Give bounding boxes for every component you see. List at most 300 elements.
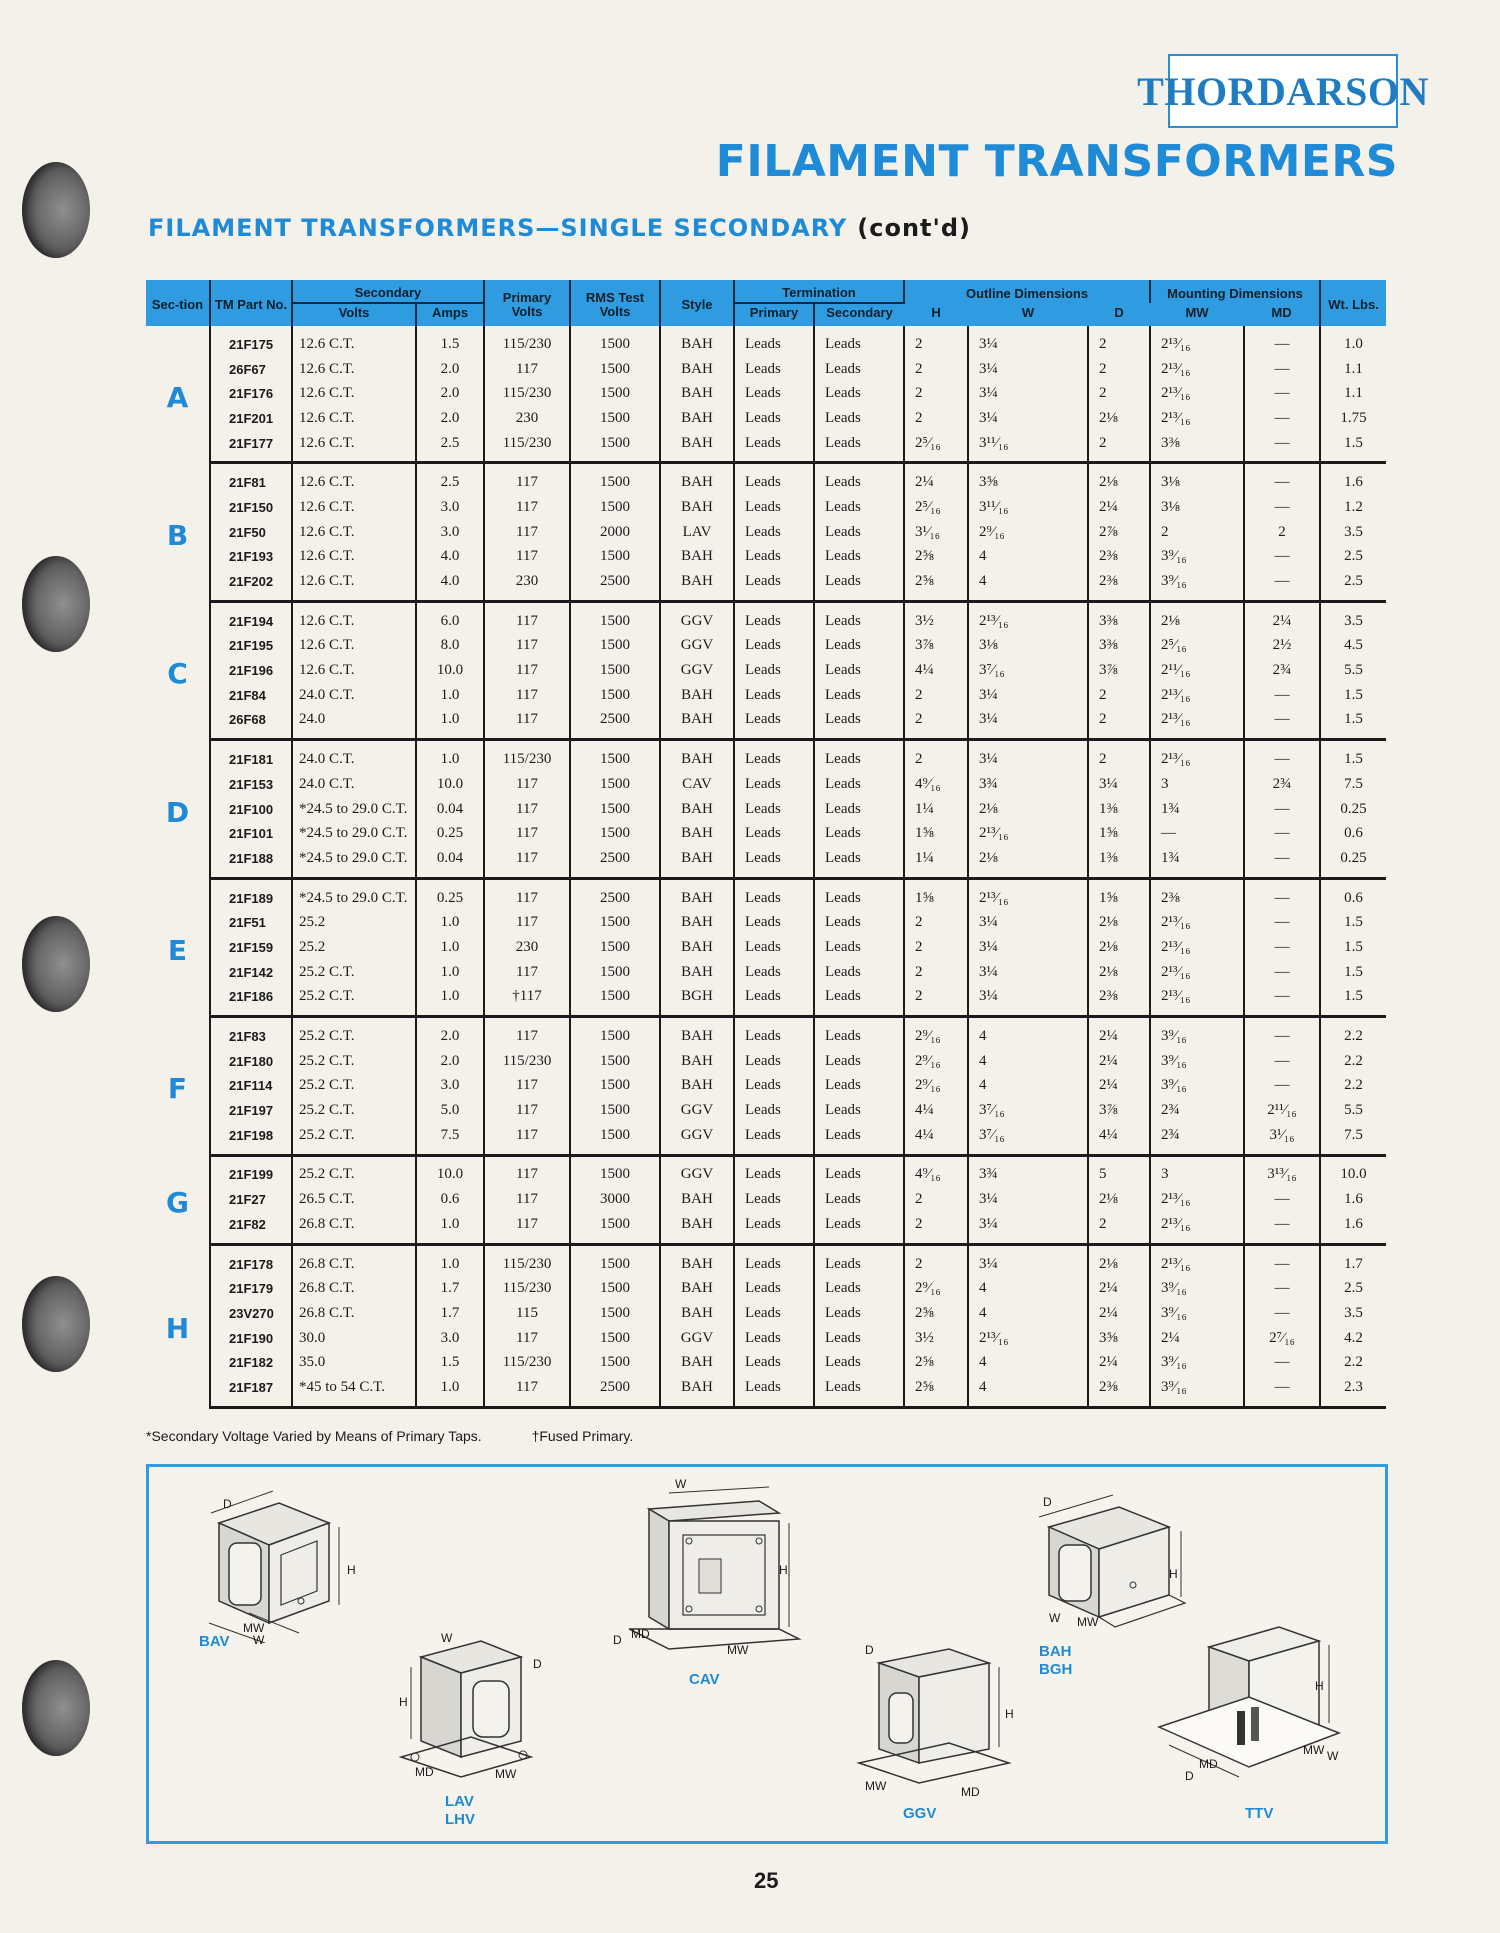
cell-sec-amps: 0.25 xyxy=(416,878,484,910)
cell-term-primary: Leads xyxy=(734,1123,814,1155)
cell-sec-volts: 12.6 C.T. xyxy=(292,545,416,570)
cell-dim-d: 2¼ xyxy=(1088,1017,1150,1049)
lav-dim-mw: MW xyxy=(495,1767,517,1781)
table-row xyxy=(146,495,1386,520)
cell-dim-w: 3¼ xyxy=(968,935,1088,960)
table-row xyxy=(146,1074,1386,1099)
header-weight: Wt. Lbs. xyxy=(1320,280,1386,326)
cell-part-no: 21F176 xyxy=(210,381,292,406)
cell-weight: 1.5 xyxy=(1320,740,1386,772)
diagram-box xyxy=(146,1464,1388,1844)
cell-part-no: 21F50 xyxy=(210,520,292,545)
cell-rms-test-volts: 1500 xyxy=(570,431,660,463)
cell-sec-volts: 35.0 xyxy=(292,1350,416,1375)
cell-sec-volts: 12.6 C.T. xyxy=(292,431,416,463)
cell-term-primary: Leads xyxy=(734,1326,814,1351)
cell-term-primary: Leads xyxy=(734,463,814,495)
cell-term-primary: Leads xyxy=(734,1098,814,1123)
cell-weight: 1.5 xyxy=(1320,683,1386,708)
header-w: W xyxy=(968,303,1088,326)
cell-primary-volts: 117 xyxy=(484,878,570,910)
binder-hole xyxy=(22,1276,90,1372)
cell-style: BAH xyxy=(660,1074,734,1099)
cell-rms-test-volts: 1500 xyxy=(570,1212,660,1244)
cell-sec-volts: 12.6 C.T. xyxy=(292,357,416,382)
cell-dim-h: 3¹⁄₁₆ xyxy=(904,520,968,545)
cell-sec-volts: 26.8 C.T. xyxy=(292,1244,416,1276)
cell-dim-h: 1¼ xyxy=(904,846,968,878)
cell-term-primary: Leads xyxy=(734,495,814,520)
cell-dim-w: 4 xyxy=(968,1375,1088,1407)
cell-dim-w: 3¾ xyxy=(968,772,1088,797)
cell-term-secondary: Leads xyxy=(814,708,904,740)
cell-term-primary: Leads xyxy=(734,708,814,740)
cell-sec-amps: 10.0 xyxy=(416,772,484,797)
cell-mount-md: 2¼ xyxy=(1244,601,1320,633)
cell-term-primary: Leads xyxy=(734,1017,814,1049)
cell-rms-test-volts: 2500 xyxy=(570,846,660,878)
cell-rms-test-volts: 2500 xyxy=(570,569,660,601)
bah-dim-d: D xyxy=(1043,1495,1052,1509)
cell-dim-h: 2⁵⁄₁₆ xyxy=(904,431,968,463)
cell-dim-d: 2⅜ xyxy=(1088,985,1150,1017)
cell-weight: 3.5 xyxy=(1320,520,1386,545)
cell-sec-volts: 26.8 C.T. xyxy=(292,1301,416,1326)
cell-term-secondary: Leads xyxy=(814,1326,904,1351)
cell-rms-test-volts: 1500 xyxy=(570,634,660,659)
cell-rms-test-volts: 1500 xyxy=(570,910,660,935)
cell-term-secondary: Leads xyxy=(814,520,904,545)
cell-mount-mw: 2¾ xyxy=(1150,1123,1244,1155)
cell-weight: 10.0 xyxy=(1320,1155,1386,1187)
cell-term-secondary: Leads xyxy=(814,910,904,935)
cell-dim-d: 2¼ xyxy=(1088,1301,1150,1326)
cell-sec-volts: *45 to 54 C.T. xyxy=(292,1375,416,1407)
cell-part-no: 23V270 xyxy=(210,1301,292,1326)
cell-sec-volts: 24.0 C.T. xyxy=(292,740,416,772)
cell-style: BAH xyxy=(660,357,734,382)
bav-diagram xyxy=(189,1483,369,1643)
ttv-dim-md: MD xyxy=(1199,1757,1218,1771)
cell-rms-test-volts: 2500 xyxy=(570,878,660,910)
cell-weight: 1.5 xyxy=(1320,960,1386,985)
cell-sec-volts: 12.6 C.T. xyxy=(292,381,416,406)
cell-term-primary: Leads xyxy=(734,520,814,545)
cell-dim-h: 4⁹⁄₁₆ xyxy=(904,1155,968,1187)
cell-weight: 1.0 xyxy=(1320,326,1386,357)
table-row xyxy=(146,1326,1386,1351)
cell-mount-md: — xyxy=(1244,569,1320,601)
cell-term-secondary: Leads xyxy=(814,821,904,846)
cell-sec-amps: 1.7 xyxy=(416,1301,484,1326)
cell-term-primary: Leads xyxy=(734,431,814,463)
cell-style: BAH xyxy=(660,326,734,357)
cav-label: CAV xyxy=(689,1671,720,1688)
cell-mount-mw: 2¹¹⁄₁₆ xyxy=(1150,658,1244,683)
cell-mount-md: — xyxy=(1244,1187,1320,1212)
table-row xyxy=(146,910,1386,935)
cell-part-no: 21F153 xyxy=(210,772,292,797)
cell-term-primary: Leads xyxy=(734,1074,814,1099)
cell-dim-d: 1⅝ xyxy=(1088,821,1150,846)
cell-term-secondary: Leads xyxy=(814,357,904,382)
bgh-label-line2: BGH xyxy=(1039,1661,1073,1678)
cell-dim-d: 2¼ xyxy=(1088,1276,1150,1301)
cell-rms-test-volts: 3000 xyxy=(570,1187,660,1212)
cell-mount-mw: 2¼ xyxy=(1150,1326,1244,1351)
cell-sec-amps: 0.04 xyxy=(416,846,484,878)
cell-mount-mw: 2¹³⁄₁₆ xyxy=(1150,683,1244,708)
cell-weight: 1.1 xyxy=(1320,381,1386,406)
header-termination: Termination xyxy=(734,280,904,303)
cell-sec-amps: 1.5 xyxy=(416,1350,484,1375)
cell-part-no: 21F82 xyxy=(210,1212,292,1244)
cell-mount-mw: 3⁹⁄₁₆ xyxy=(1150,1375,1244,1407)
cell-mount-mw: 2¹³⁄₁₆ xyxy=(1150,326,1244,357)
cell-term-primary: Leads xyxy=(734,1187,814,1212)
cell-mount-mw: 3⅛ xyxy=(1150,495,1244,520)
binder-hole xyxy=(22,556,90,652)
cell-dim-d: 2 xyxy=(1088,431,1150,463)
cell-dim-h: 2⅝ xyxy=(904,1350,968,1375)
cell-sec-amps: 1.0 xyxy=(416,1375,484,1407)
cell-dim-w: 4 xyxy=(968,545,1088,570)
cell-sec-amps: 4.0 xyxy=(416,545,484,570)
cell-term-primary: Leads xyxy=(734,960,814,985)
cell-dim-w: 2⅛ xyxy=(968,797,1088,822)
cell-term-primary: Leads xyxy=(734,797,814,822)
cell-dim-d: 2¼ xyxy=(1088,1049,1150,1074)
cell-part-no: 21F201 xyxy=(210,406,292,431)
cell-dim-d: 2⅛ xyxy=(1088,960,1150,985)
cell-sec-volts: 25.2 xyxy=(292,910,416,935)
header-tm-part: TM Part No. xyxy=(210,280,292,326)
cell-style: BAH xyxy=(660,846,734,878)
cell-dim-d: 2 xyxy=(1088,326,1150,357)
cell-rms-test-volts: 1500 xyxy=(570,772,660,797)
cell-style: GGV xyxy=(660,1098,734,1123)
cell-term-primary: Leads xyxy=(734,1049,814,1074)
cell-term-secondary: Leads xyxy=(814,658,904,683)
cell-primary-volts: 117 xyxy=(484,1017,570,1049)
cell-term-secondary: Leads xyxy=(814,1301,904,1326)
cell-style: BAH xyxy=(660,960,734,985)
ggv-label: GGV xyxy=(903,1805,937,1822)
table-row xyxy=(146,326,1386,357)
cell-dim-w: 3⅝ xyxy=(968,463,1088,495)
cell-part-no: 21F198 xyxy=(210,1123,292,1155)
cell-mount-mw: 2¹³⁄₁₆ xyxy=(1150,357,1244,382)
cell-style: BAH xyxy=(660,910,734,935)
cell-dim-h: 2⅝ xyxy=(904,545,968,570)
header-rms-test: RMS Test Volts xyxy=(570,280,660,326)
cell-dim-d: 2¼ xyxy=(1088,495,1150,520)
lhv-label-line2: LHV xyxy=(445,1811,475,1828)
ggv-dim-md: MD xyxy=(961,1785,980,1799)
cell-primary-volts: 115/230 xyxy=(484,1350,570,1375)
cav-dim-w: W xyxy=(675,1477,687,1491)
cell-sec-amps: 10.0 xyxy=(416,1155,484,1187)
cell-rms-test-volts: 1500 xyxy=(570,1123,660,1155)
cell-style: BAH xyxy=(660,708,734,740)
section-heading-main: FILAMENT TRANSFORMERS—SINGLE SECONDARY xyxy=(148,214,848,242)
cell-mount-mw: 2¹³⁄₁₆ xyxy=(1150,1212,1244,1244)
cell-dim-w: 3⁷⁄₁₆ xyxy=(968,1123,1088,1155)
cell-primary-volts: 117 xyxy=(484,658,570,683)
cell-dim-w: 2⅛ xyxy=(968,846,1088,878)
table-row xyxy=(146,1350,1386,1375)
cell-dim-d: 4¼ xyxy=(1088,1123,1150,1155)
cell-primary-volts: 115/230 xyxy=(484,1276,570,1301)
cell-dim-w: 3¼ xyxy=(968,1187,1088,1212)
cell-mount-mw: 3 xyxy=(1150,772,1244,797)
table-row xyxy=(146,1049,1386,1074)
cell-dim-d: 2⅛ xyxy=(1088,1187,1150,1212)
cell-dim-d: 2⅛ xyxy=(1088,910,1150,935)
cell-style: GGV xyxy=(660,634,734,659)
header-d: D xyxy=(1088,303,1150,326)
cell-term-secondary: Leads xyxy=(814,495,904,520)
cell-rms-test-volts: 1500 xyxy=(570,545,660,570)
ggv-diagram xyxy=(829,1643,1029,1803)
cell-mount-md: — xyxy=(1244,357,1320,382)
table-row xyxy=(146,406,1386,431)
cell-weight: 2.3 xyxy=(1320,1375,1386,1407)
cell-term-primary: Leads xyxy=(734,1155,814,1187)
table-row xyxy=(146,463,1386,495)
spec-table-wrapper xyxy=(146,280,1386,1409)
cell-mount-mw: 3⅜ xyxy=(1150,431,1244,463)
cell-term-secondary: Leads xyxy=(814,1187,904,1212)
cell-sec-amps: 6.0 xyxy=(416,601,484,633)
cell-mount-mw: 2¹³⁄₁₆ xyxy=(1150,985,1244,1017)
cell-mount-md: — xyxy=(1244,1276,1320,1301)
cell-term-secondary: Leads xyxy=(814,463,904,495)
header-md: MD xyxy=(1244,303,1320,326)
cell-term-secondary: Leads xyxy=(814,740,904,772)
cell-primary-volts: 117 xyxy=(484,821,570,846)
cell-mount-md: 2¾ xyxy=(1244,658,1320,683)
section-letter: F xyxy=(167,1072,188,1106)
cell-sec-amps: 5.0 xyxy=(416,1098,484,1123)
cell-dim-h: 3½ xyxy=(904,1326,968,1351)
cell-mount-mw: 2⁵⁄₁₆ xyxy=(1150,634,1244,659)
cell-term-secondary: Leads xyxy=(814,878,904,910)
cell-style: BAH xyxy=(660,1212,734,1244)
table-row xyxy=(146,821,1386,846)
cell-part-no: 21F202 xyxy=(210,569,292,601)
cell-rms-test-volts: 1500 xyxy=(570,601,660,633)
cell-mount-md: — xyxy=(1244,1350,1320,1375)
cell-sec-amps: 7.5 xyxy=(416,1123,484,1155)
cell-weight: 0.25 xyxy=(1320,797,1386,822)
cell-style: LAV xyxy=(660,520,734,545)
cell-part-no: 21F181 xyxy=(210,740,292,772)
cell-mount-md: — xyxy=(1244,406,1320,431)
cell-dim-h: 4⁹⁄₁₆ xyxy=(904,772,968,797)
cell-rms-test-volts: 1500 xyxy=(570,1017,660,1049)
header-section: Sec-tion xyxy=(146,280,210,326)
cell-dim-w: 2¹³⁄₁₆ xyxy=(968,1326,1088,1351)
bav-dim-h: H xyxy=(347,1563,356,1577)
cell-dim-h: 2 xyxy=(904,683,968,708)
cell-mount-mw: 3⁹⁄₁₆ xyxy=(1150,569,1244,601)
cell-mount-mw: 3⁹⁄₁₆ xyxy=(1150,1074,1244,1099)
cell-sec-volts: 25.2 xyxy=(292,935,416,960)
cell-part-no: 21F114 xyxy=(210,1074,292,1099)
cell-dim-d: 2⅛ xyxy=(1088,1244,1150,1276)
cell-weight: 5.5 xyxy=(1320,1098,1386,1123)
cell-primary-volts: 117 xyxy=(484,683,570,708)
cell-dim-d: 2 xyxy=(1088,1212,1150,1244)
cell-weight: 4.2 xyxy=(1320,1326,1386,1351)
cell-style: GGV xyxy=(660,601,734,633)
cell-part-no: 21F199 xyxy=(210,1155,292,1187)
cell-weight: 0.6 xyxy=(1320,821,1386,846)
cell-dim-h: 4¼ xyxy=(904,1123,968,1155)
cell-mount-md: 2¾ xyxy=(1244,772,1320,797)
cell-part-no: 21F193 xyxy=(210,545,292,570)
table-row xyxy=(146,985,1386,1017)
table-row xyxy=(146,1212,1386,1244)
cell-weight: 1.5 xyxy=(1320,935,1386,960)
cell-mount-md: — xyxy=(1244,381,1320,406)
cell-term-secondary: Leads xyxy=(814,1244,904,1276)
table-row xyxy=(146,1017,1386,1049)
cell-sec-amps: 1.7 xyxy=(416,1276,484,1301)
cell-dim-h: 1⅝ xyxy=(904,821,968,846)
bah-label xyxy=(1039,1643,1072,1679)
cell-dim-d: 2⅛ xyxy=(1088,463,1150,495)
cell-term-secondary: Leads xyxy=(814,772,904,797)
table-row xyxy=(146,740,1386,772)
cell-mount-md: 2⁷⁄₁₆ xyxy=(1244,1326,1320,1351)
cell-mount-mw: 1¾ xyxy=(1150,797,1244,822)
cell-dim-h: 3⅞ xyxy=(904,634,968,659)
cell-term-secondary: Leads xyxy=(814,1049,904,1074)
cell-primary-volts: 117 xyxy=(484,1098,570,1123)
bav-dim-mw: MW xyxy=(243,1621,265,1635)
cell-dim-d: 2 xyxy=(1088,683,1150,708)
cav-dim-h: H xyxy=(779,1563,788,1577)
cell-weight: 4.5 xyxy=(1320,634,1386,659)
cell-dim-w: 2¹³⁄₁₆ xyxy=(968,821,1088,846)
cell-style: BAH xyxy=(660,495,734,520)
cell-style: GGV xyxy=(660,658,734,683)
cell-primary-volts: 117 xyxy=(484,772,570,797)
cell-part-no: 21F180 xyxy=(210,1049,292,1074)
cell-style: BAH xyxy=(660,1049,734,1074)
cell-mount-md: — xyxy=(1244,683,1320,708)
cell-sec-volts: 25.2 C.T. xyxy=(292,1123,416,1155)
cell-dim-d: 3⅜ xyxy=(1088,601,1150,633)
header-mounting: Mounting Dimensions xyxy=(1150,280,1320,303)
cell-mount-md: — xyxy=(1244,740,1320,772)
cell-primary-volts: 117 xyxy=(484,960,570,985)
lav-dim-w: W xyxy=(441,1631,453,1645)
cell-dim-h: 2 xyxy=(904,1212,968,1244)
cell-part-no: 21F142 xyxy=(210,960,292,985)
cell-term-secondary: Leads xyxy=(814,431,904,463)
cell-mount-mw: 3⁹⁄₁₆ xyxy=(1150,1276,1244,1301)
cell-style: BAH xyxy=(660,569,734,601)
cell-sec-amps: 2.0 xyxy=(416,357,484,382)
cell-dim-h: 2 xyxy=(904,985,968,1017)
cell-dim-h: 2⅝ xyxy=(904,569,968,601)
cell-dim-d: 2 xyxy=(1088,740,1150,772)
cell-mount-md: — xyxy=(1244,545,1320,570)
cell-mount-md: 3¹³⁄₁₆ xyxy=(1244,1155,1320,1187)
cell-weight: 1.5 xyxy=(1320,985,1386,1017)
cell-part-no: 21F195 xyxy=(210,634,292,659)
cell-weight: 2.2 xyxy=(1320,1350,1386,1375)
cell-primary-volts: 117 xyxy=(484,1187,570,1212)
cell-dim-w: 3¼ xyxy=(968,1212,1088,1244)
cell-primary-volts: 230 xyxy=(484,406,570,431)
cell-mount-md: — xyxy=(1244,1244,1320,1276)
cell-part-no: 21F84 xyxy=(210,683,292,708)
cell-weight: 0.25 xyxy=(1320,846,1386,878)
cell-primary-volts: 117 xyxy=(484,357,570,382)
cell-dim-h: 2 xyxy=(904,935,968,960)
cell-term-primary: Leads xyxy=(734,381,814,406)
header-sec-amps: Amps xyxy=(416,303,484,326)
cell-term-secondary: Leads xyxy=(814,601,904,633)
cell-mount-md: — xyxy=(1244,821,1320,846)
cell-term-primary: Leads xyxy=(734,326,814,357)
cell-dim-d: 1⅜ xyxy=(1088,846,1150,878)
footnote-dagger: †Fused Primary. xyxy=(531,1428,634,1444)
cell-term-primary: Leads xyxy=(734,406,814,431)
cell-weight: 2.5 xyxy=(1320,545,1386,570)
cell-dim-h: 2 xyxy=(904,357,968,382)
cell-term-primary: Leads xyxy=(734,1244,814,1276)
cell-dim-d: 5 xyxy=(1088,1155,1150,1187)
cell-part-no: 21F188 xyxy=(210,846,292,878)
cell-part-no: 21F196 xyxy=(210,658,292,683)
cell-style: BAH xyxy=(660,545,734,570)
cell-term-primary: Leads xyxy=(734,1375,814,1407)
cell-term-secondary: Leads xyxy=(814,846,904,878)
cell-part-no: 21F189 xyxy=(210,878,292,910)
cell-dim-h: 2¼ xyxy=(904,463,968,495)
cell-term-primary: Leads xyxy=(734,821,814,846)
cell-term-primary: Leads xyxy=(734,658,814,683)
header-mw: MW xyxy=(1150,303,1244,326)
cell-dim-h: 3½ xyxy=(904,601,968,633)
cell-term-primary: Leads xyxy=(734,1276,814,1301)
cell-term-primary: Leads xyxy=(734,910,814,935)
cell-term-secondary: Leads xyxy=(814,683,904,708)
cell-sec-amps: 2.0 xyxy=(416,1049,484,1074)
section-letter: C xyxy=(167,657,188,691)
cell-term-secondary: Leads xyxy=(814,569,904,601)
table-row xyxy=(146,708,1386,740)
cell-primary-volts: 117 xyxy=(484,1123,570,1155)
table-body xyxy=(146,326,1386,1407)
cell-sec-volts: 12.6 C.T. xyxy=(292,634,416,659)
cell-term-secondary: Leads xyxy=(814,985,904,1017)
cell-rms-test-volts: 1500 xyxy=(570,1350,660,1375)
footnotes xyxy=(146,1428,679,1444)
cell-part-no: 21F101 xyxy=(210,821,292,846)
cell-sec-amps: 0.25 xyxy=(416,821,484,846)
cell-dim-h: 2⁹⁄₁₆ xyxy=(904,1074,968,1099)
table-row xyxy=(146,1187,1386,1212)
cell-dim-w: 3¹¹⁄₁₆ xyxy=(968,431,1088,463)
cell-mount-mw: 3⁹⁄₁₆ xyxy=(1150,1350,1244,1375)
cell-rms-test-volts: 1500 xyxy=(570,326,660,357)
